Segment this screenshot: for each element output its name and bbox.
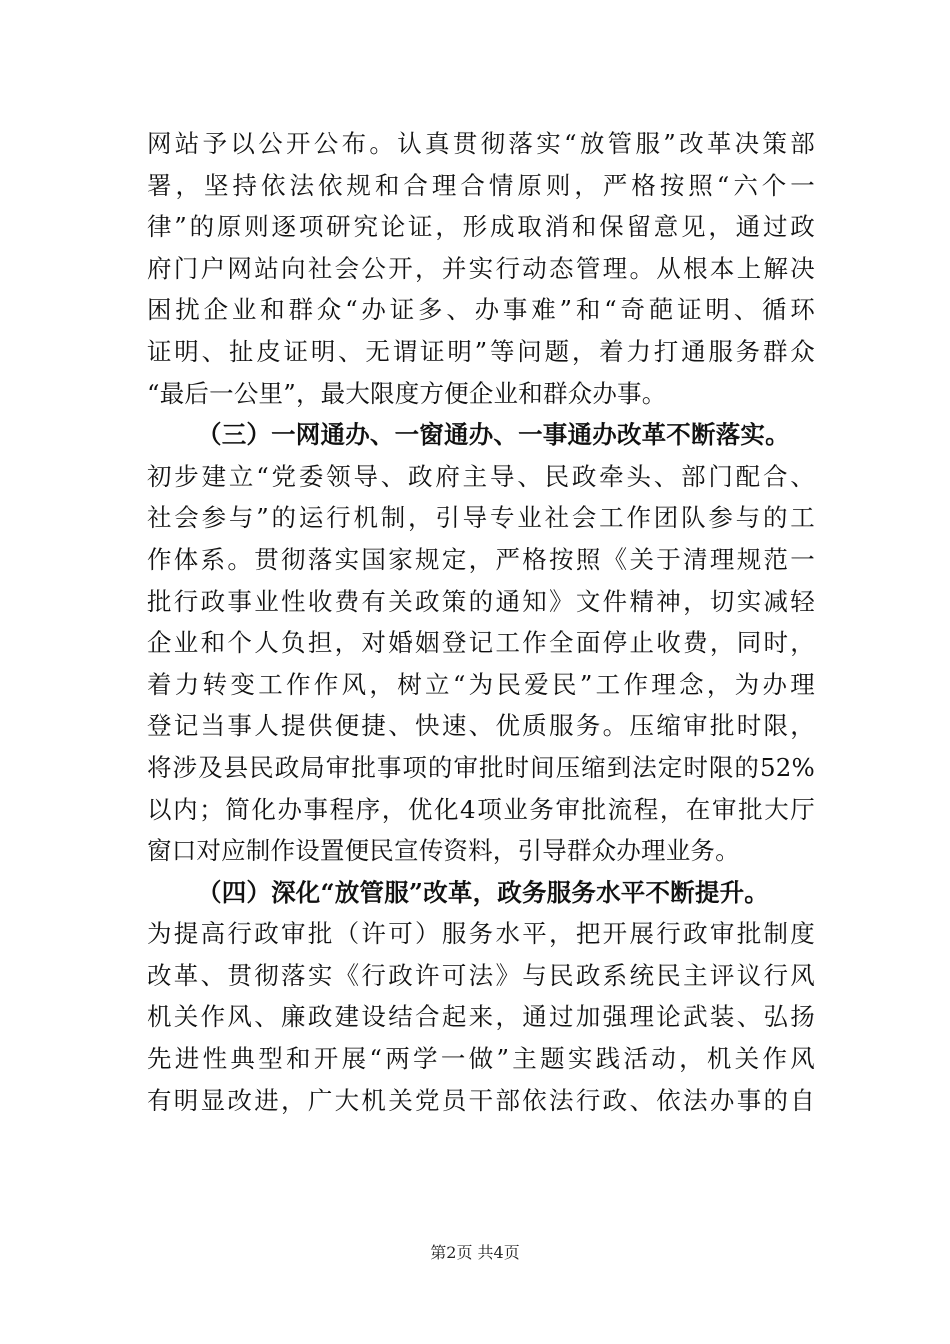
paragraph-line: 机关作风、廉政建设结合起来，通过加强理论武装、弘扬	[147, 1002, 815, 1032]
paragraph-line: 先进性典型和开展“两学一做”主题实践活动，机关作风	[147, 1044, 815, 1074]
paragraph-line: 批行政事业性收费有关政策的通知》文件精神，切实减轻	[147, 586, 815, 616]
paragraph-line: 府门户网站向社会公开，并实行动态管理。从根本上解决	[147, 253, 815, 283]
paragraph-line: 作体系。贯彻落实国家规定，严格按照《关于清理规范一	[147, 544, 815, 574]
paragraph-line: 律”的原则逐项研究论证，形成取消和保留意见，通过政	[147, 212, 815, 242]
section-4	[147, 872, 815, 1122]
section-4-heading: （四）深化“放管服”改革，政务服务水平不断提升。	[197, 877, 769, 907]
paragraph-line: 改革、贯彻落实《行政许可法》与民政系统民主评议行风	[147, 960, 815, 990]
paragraph-line: 网站予以公开公布。认真贯彻落实“放管服”改革决策部	[147, 129, 815, 158]
section-3-heading: （三）一网通办、一窗通办、一事通办改革不断落实。	[197, 420, 790, 450]
paragraph-line: 初步建立“党委领导、政府主导、民政牵头、部门配合、	[147, 461, 815, 491]
paragraph-1	[147, 123, 815, 414]
paragraph-line: 以内；简化办事程序，优化4项业务审批流程，在审批大厅	[147, 794, 815, 824]
section-3	[147, 414, 815, 872]
paragraph-line: “最后一公里”，最大限度方便企业和群众办事。	[147, 378, 667, 408]
paragraph-line: 署，坚持依法依规和合理合情原则，严格按照“六个一	[147, 170, 815, 200]
paragraph-line: 窗口对应制作设置便民宣传资料，引导群众办理业务。	[147, 836, 740, 866]
paragraph-line: 社会参与”的运行机制，引导专业社会工作团队参与的工	[147, 503, 815, 533]
paragraph-line: 困扰企业和群众“办证多、办事难”和“奇葩证明、循环	[147, 295, 815, 325]
page-number-footer: 第2页 共4页	[430, 1243, 520, 1262]
paragraph-line: 为提高行政审批（许可）服务水平，把开展行政审批制度	[147, 919, 815, 949]
paragraph-line: 将涉及县民政局审批事项的审批时间压缩到法定时限的52%	[147, 752, 815, 782]
document-body	[147, 123, 815, 1121]
paragraph-line: 着力转变工作作风，树立“为民爱民”工作理念，为办理	[147, 669, 815, 699]
paragraph-line: 登记当事人提供便捷、快速、优质服务。压缩审批时限，	[147, 711, 815, 741]
paragraph-line: 有明显改进，广大机关党员干部依法行政、依法办事的自	[147, 1085, 815, 1115]
paragraph-line: 企业和个人负担，对婚姻登记工作全面停止收费，同时，	[147, 628, 815, 658]
paragraph-line: 证明、扯皮证明、无谓证明”等问题，着力打通服务群众	[147, 336, 815, 366]
